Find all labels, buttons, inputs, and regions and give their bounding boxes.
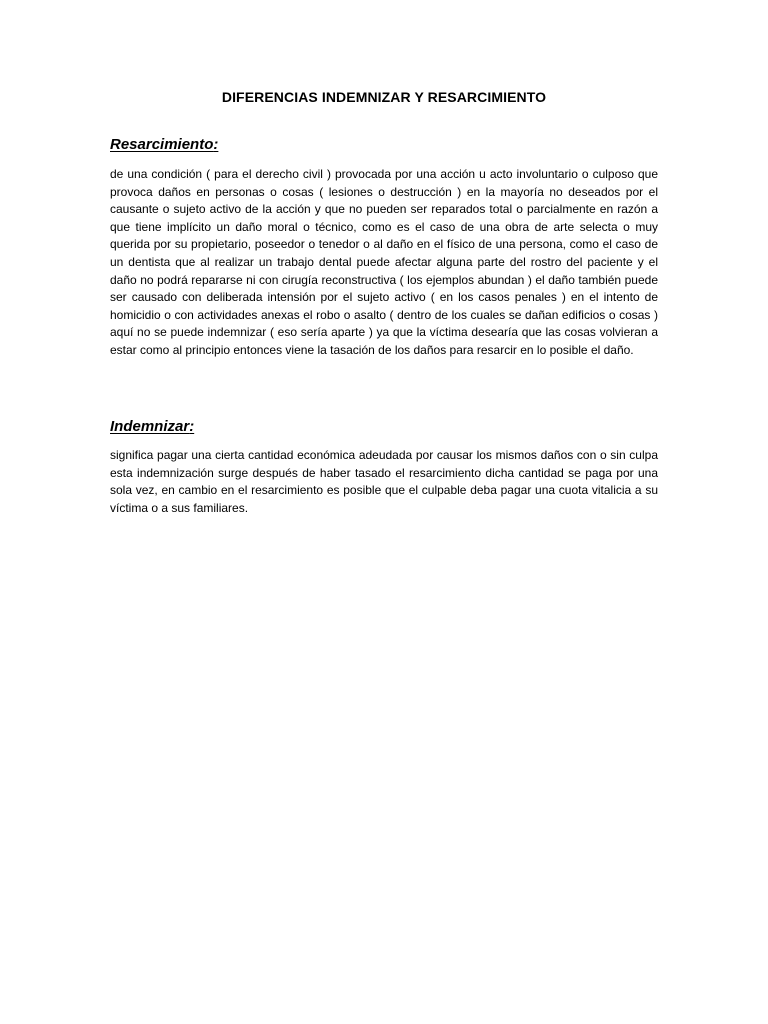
section-body-resarcimiento: de una condición ( para el derecho civil ) provocada por una acción u acto involuntario o culposo que provoca daños en personas o cosas ( lesiones o destrucción ) en la mayoría no deseados por el causante o sujeto activo de la acción y que no pueden ser reparados total o parcialmente en razón a que tiene implícito un daño moral o técnico, como es el caso de una obra de arte selecta o muy querida por su propietario, poseedor o tenedor o al daño en el físico de una persona, como el caso de un dentista que al realizar un trabajo dental puede afectar alguna parte del rostro del paciente y el daño no podrá repararse ni con cirugía reconstructiva ( los ejemplos abundan ) el daño también puede ser causado con deliberada intensión por el sujeto activo ( en los casos penales ) en el intento de homicidio o con actividades anexas el robo o asalto ( dentro de los cuales se dañan edificios o cosas ) aquí no se puede indemnizar ( eso sería aparte ) ya que la víctima desearía que las cosas volvieran a estar como al principio entonces viene la tasación de los daños para resarcir en lo posible el daño. — [110, 167, 658, 357]
section-heading-resarcimiento — [110, 136, 218, 153]
section-heading-indemnizar-text: Indemnizar — [110, 418, 190, 435]
section-heading-resarcimiento-text: Resarcimiento — [110, 136, 214, 153]
section-body-indemnizar: significa pagar una cierta cantidad económica adeudada por causar los mismos daños con o sin culpa esta indemnización surge después de haber tasado el resarcimiento dicha cantidad se paga por una sola vez, en cambio en el resarcimiento es posible que el culpable deba pagar una cuota vitalicia a su víctima o a sus familiares. — [110, 448, 658, 515]
section-heading-indemnizar — [110, 418, 194, 435]
section-heading-resarcimiento-colon: : — [213, 136, 219, 153]
document-title: DIFERENCIAS INDEMNIZAR Y RESARCIMIENTO — [221, 89, 547, 105]
section-heading-indemnizar-colon: : — [189, 418, 195, 435]
